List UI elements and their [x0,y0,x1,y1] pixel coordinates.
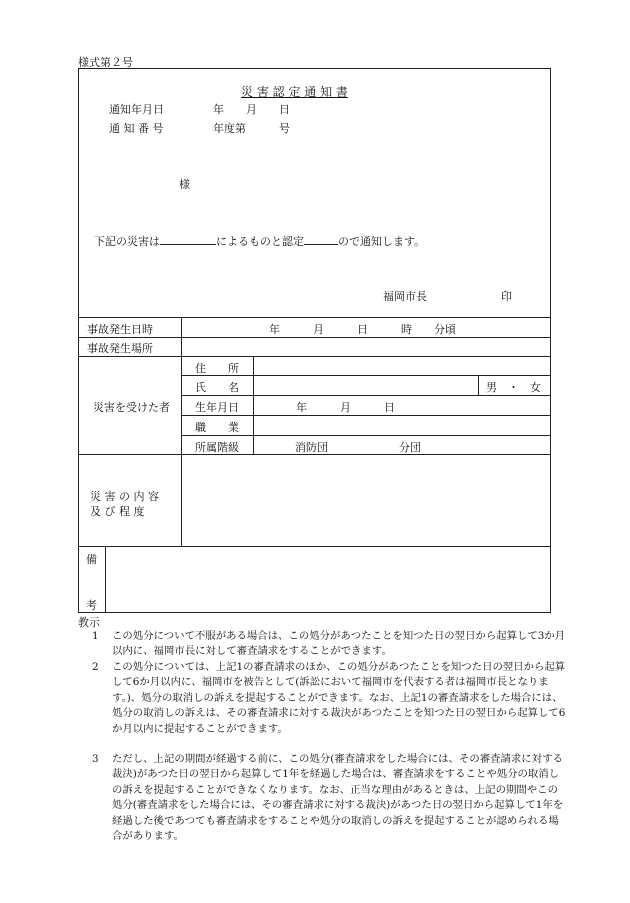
determination-blank [304,244,338,245]
issuer-name: 福岡市長 [383,290,427,303]
remarks-label-bottom: 考 [86,599,97,612]
notice-date-value: 年 月 日 [213,103,290,116]
birthdate-value: 年 月 日 [296,401,395,414]
rule [181,435,550,436]
cause-blank [160,244,216,245]
notice-number-label: 通 知 番 号 [109,122,164,135]
rule [79,546,550,547]
certification-statement [94,233,425,249]
instructions-heading: 教示 [78,616,100,629]
rule [181,395,550,396]
rule [105,546,106,613]
remarks-label-top: 備 [86,553,97,566]
brigade-label: 消防団 [295,441,328,454]
instruction-item [92,660,572,752]
occupation-label: 職 業 [195,421,239,434]
notice-number-value: 年度第 号 [213,122,290,135]
notice-date-label: 通知年月日 [109,103,164,116]
accident-datetime-label: 事故発生日時 [87,323,153,336]
instruction-text: この処分について不服がある場合は、この処分があつたことを知つた日の翌日から起算して3か月以内に、福岡市長に対して審査請求をすることができます。 [112,630,566,658]
instruction-number: 2 [92,661,99,673]
content-label-line1: 災 害 の 内 容 [90,490,159,503]
rule [478,375,479,395]
accident-datetime-value: 年 月 日 時 分頃 [269,323,456,336]
rank-label: 所属階級 [195,441,239,454]
rule [79,337,550,338]
division-label: 分団 [399,441,421,454]
name-label: 氏 名 [195,381,239,394]
instruction-item [92,752,572,844]
victim-label: 災害を受けた者 [93,401,170,414]
form-title: 災 害 認 定 通 知 書 [241,85,348,99]
sex-options: 男 ・ 女 [486,381,541,394]
birthdate-label: 生年月日 [195,401,239,414]
rule [79,317,550,318]
statement-suffix: ので通知します。 [338,235,426,248]
rule [181,317,182,546]
accident-place-label: 事故発生場所 [87,342,153,355]
addressee-suffix: 様 [179,178,190,191]
instruction-text: ただし、上記の期間が経過する前に、この処分(審査請求をした場合には、その審査請求に対する裁決)があつた日の翌日から起算して1年を経過した場合は、審査請求をすることや処分の取消しの訴えを提起することができなくなります。なお、正当な理由があるときは、上記の期間やこの処分(審査請求をした場合には、その審査請求に対する裁決)があつた日の翌日から起算して1年を経過した後であつても審査請求をすることや処分の取消しの訴えを提起することが認められる場合があります。 [112,753,564,843]
instruction-text: この処分については、上記1の審査請求のほか、この処分があつたことを知つた日の翌日から起算して6か月以内に、福岡市を被告として(訴訟において福岡市を代表する者は福岡市長となります。)、処分の取消しの訴えを提起することができます。なお、上記1の審査請求をした場合には、処分の取消しの訴えは、その審査請求に対する裁決があつたことを知つた日の翌日から起算して6か月以内に提起することができます。 [112,661,566,735]
form-number: 様式第２号 [78,56,133,69]
content-label-line2: 及 び 程 度 [90,505,145,518]
instruction-item [92,629,572,661]
instruction-number: 1 [92,630,99,642]
issuer-seal: 印 [501,290,512,303]
rule [253,356,254,454]
rule [181,415,550,416]
rule [79,356,550,357]
statement-prefix: 下記の災害は [94,235,160,248]
address-label: 住 所 [195,362,239,375]
notice-form [78,68,551,613]
instruction-number: 3 [92,753,99,765]
statement-middle: によるものと認定 [216,235,304,248]
